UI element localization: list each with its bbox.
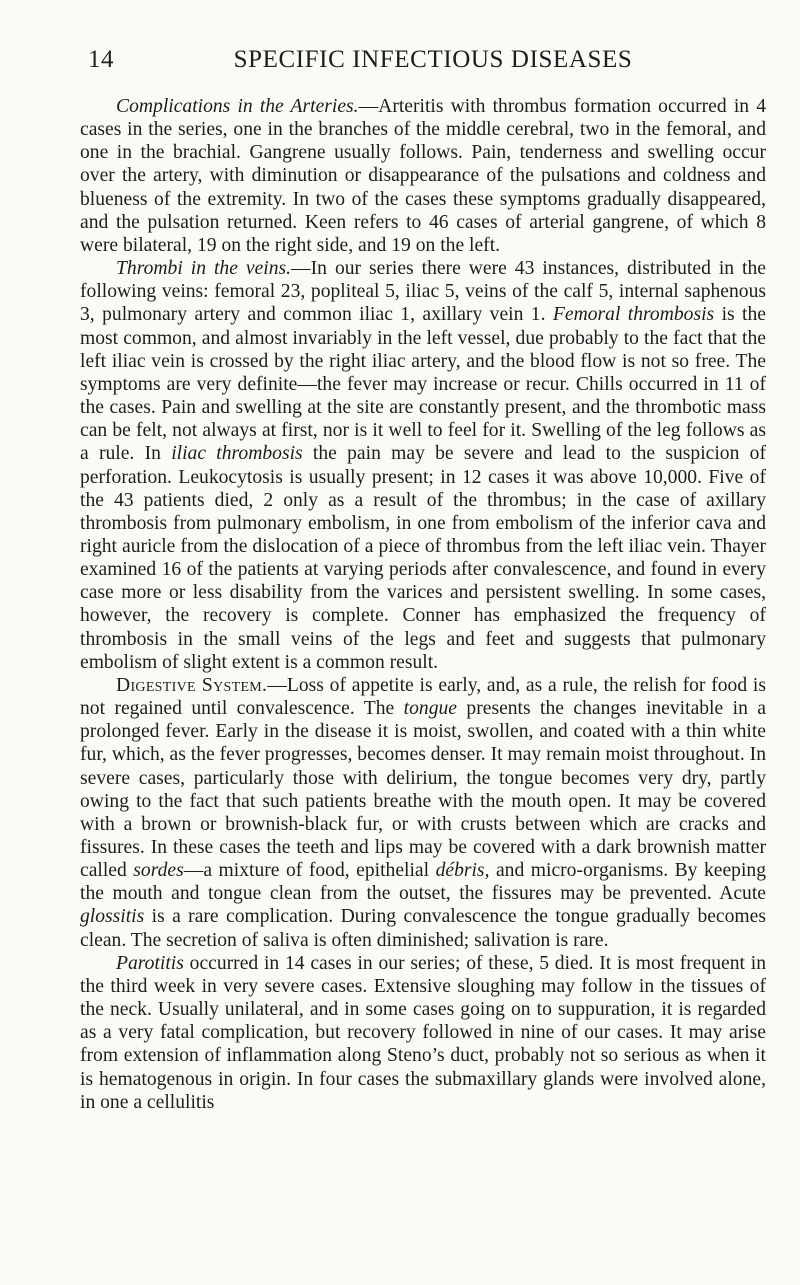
paragraph-veins [80,257,766,674]
italic-term: Parotitis [116,952,184,974]
paragraph-text: —a mixture of food, epithelial [183,860,436,882]
paragraph-digestive [80,674,766,952]
running-head: SPECIFIC INFECTIOUS DISEASES [233,46,633,73]
paragraph-text: and micro-organisms. By keeping the mouth and tongue clean from the outset, the fissures may be prevented. Acute [80,860,767,905]
italic-term: sordes [133,860,184,882]
italic-term: Femoral thrombosis [552,304,715,326]
paragraph-text: —Arteritis with thrombus formation occurred in 4 cases in the series, one in the branches of the middle cerebral, two in the femoral, and one in the brachial. Gangrene usually follows. Pain, tenderness and swelling occur over the artery, with diminution or disappearance of the pulsations and coldness and blueness of the extremity. In two of the cases these symptoms gradually disappeared, and the pulsation returned. Keen refers to 46 cases of arterial gangrene, of which 8 were bilateral, 19 on the right side, and 19 on the left. [80,96,766,256]
paragraph-text: is a rare complication. During convalescence the tongue gradually becomes clean. The secretion of saliva is often diminished; salivation is rare. [80,906,766,951]
italic-term: tongue [403,698,457,720]
section-heading-arteries: Complications in the Arteries. [116,96,359,117]
paragraph-text: presents the changes inevitable in a prolonged fever. Early in the disease it is moist, swollen, and coated with a thin white fur, which, as the fever progresses, becomes denser. It may remain moist throughout. In severe cases, particularly those with delirium, the tongue becomes very dry, partly owing to the fact that such patients breathe with the mouth open. It may be covered with a brown or brownish-black fur, or with crusts between which are cracks and fissures. In these cases the teeth and lips may be covered with a dark brownish matter called [80,698,766,882]
paragraph-text: is the most common, and almost invariably in the left vessel, due probably to the fact that the left iliac vein is crossed by the right iliac artery, and the blood flow is not so free. The symptoms are very definite—the fever may increase or recur. Chills occurred in 11 of the cases. Pain and swelling at the site are constantly present, and the thrombotic mass can be felt, not always at first, nor is it well to feel for it. Swelling of the leg follows as a rule. In [80,304,766,465]
section-heading-veins: Thrombi in the veins. [116,258,292,280]
section-heading-digestive: Digestive System. [116,674,268,696]
page-header [88,46,748,86]
paragraph-text: —Loss of appetite is early, and, as a rule, the relish for food is not regained until convalescence. The [80,674,766,720]
paragraph-text: —In our series there were 43 instances, distributed in the following veins: femoral 23, popliteal 5, iliac 5, veins of the calf 5, internal saphenous 3, pulmonary artery and common iliac 1, axillary vein 1. [80,258,766,326]
paragraph-text: occurred in 14 cases in our series; of these, 5 died. It is most frequent in the third week in very severe cases. Extensive sloughing may follow in the tissues of the neck. Usually unilateral, and in some cases going on to suppuration, it is regarded as a very fatal complication, but recovery followed in nine of our cases. It may arise from extension of inflammation along Steno’s duct, probably not so serious as when it is hematogenous in origin. In four cases the submaxillary glands were involved alone, in one a cellulitis [80,952,766,1113]
page-number: 14 [88,46,114,73]
body-text [80,95,766,1114]
paragraph-arteries [80,95,766,257]
paragraph-parotitis [80,952,766,1114]
italic-term: iliac thrombosis [171,443,303,465]
paragraph-text: the pain may be severe and lead to the suspicion of perforation. Leukocytosis is usually present; in 12 cases it was above 10,000. Five of the 43 patients died, 2 only as a result of the thrombus; in the case of axillary thrombosis from pulmonary embolism, in one from embolism of the inferior cava and right auricle from the dislocation of a piece of thrombus from the left iliac vein. Thayer examined 16 of the patients at varying periods after convalescence, and found in every case more or less disability from the varices and persistent swelling. In some cases, however, the recovery is complete. Conner has emphasized the frequency of thrombosis in the small veins of the legs and feet and suggests that pulmonary embolism of slight extent is a common result. [80,443,766,673]
italic-term: glossitis [80,906,145,928]
italic-term: débris, [435,860,490,882]
